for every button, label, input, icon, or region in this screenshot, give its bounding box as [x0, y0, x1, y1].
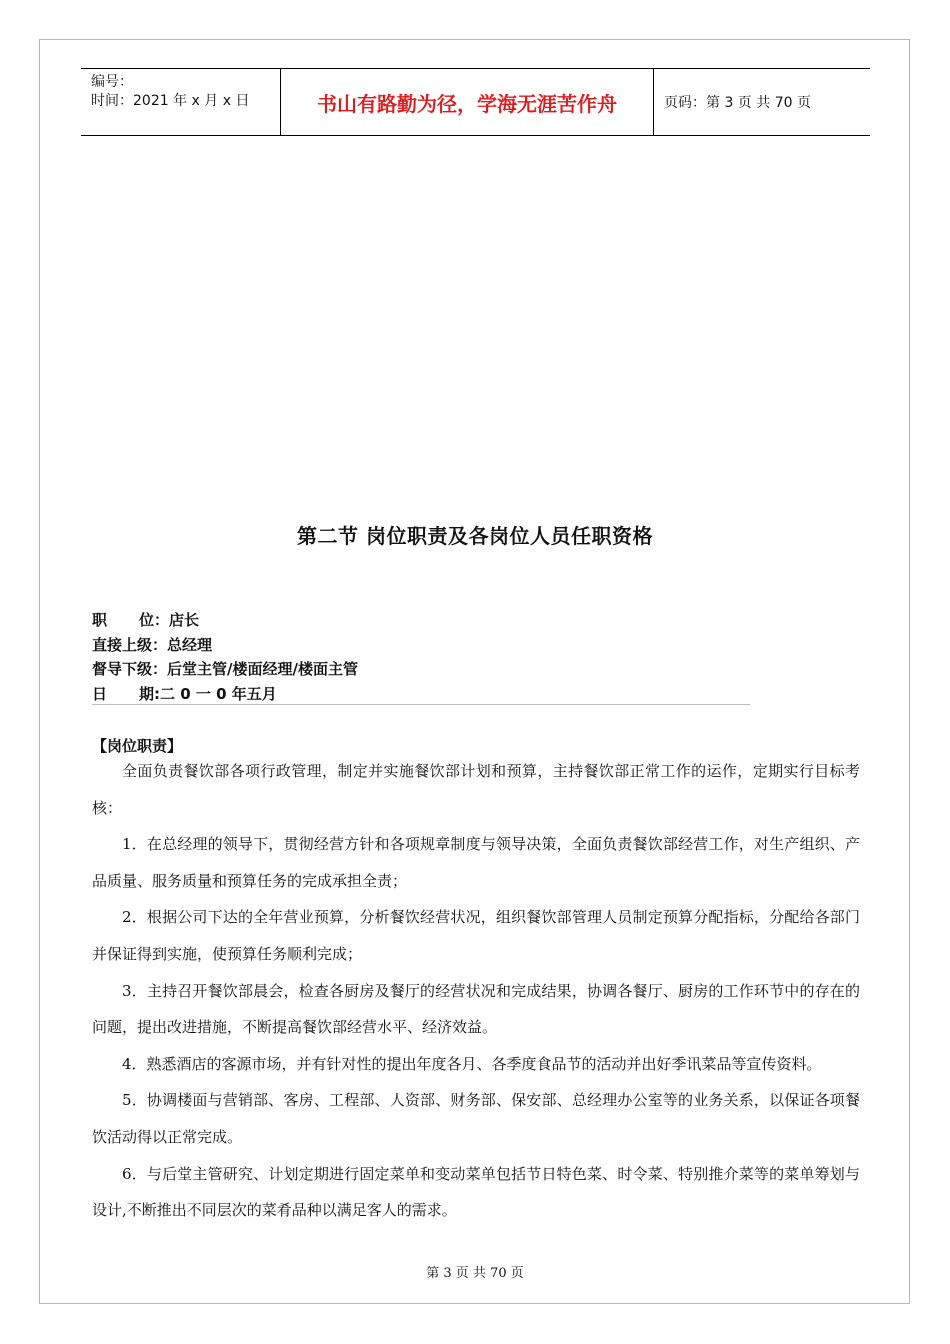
header-motto-cell: [281, 69, 654, 135]
duty-item: 5．协调楼面与营销部、客房、工程部、人资部、财务部、保安部、总经理办公室等的业务关系，以保证各项餐饮活动得以正常完成。: [92, 1091, 860, 1146]
meta-superior-row: [92, 633, 358, 658]
document-time: 时间：2021 年 x 月 x 日: [91, 93, 250, 109]
meta-position-row: [92, 608, 358, 633]
duty-item: 2．根据公司下达的全年营业预算，分析餐饮经营状况，组织餐饮部管理人员制定预算分配指标，分配给各部门并保证得到实施，使预算任务顺利完成；: [92, 908, 860, 963]
job-meta: [92, 608, 358, 706]
duty-item: 6．与后堂主管研究、计划定期进行固定菜单和变动菜单包括节日特色菜、时令菜、特别推介菜等的菜单筹划与设计,不断推出不同层次的菜肴品种以满足客人的需求。: [92, 1164, 860, 1220]
document-number-label: 编号：: [91, 74, 133, 90]
duty-item: 1．在总经理的领导下，贯彻经营方针和各项规章制度与领导决策，全面负责餐饮部经营工作，对生产组织、产品质量、服务质量和预算任务的完成承担全责；: [92, 835, 860, 890]
meta-subordinate-row: [92, 657, 358, 682]
header-page-cell: [654, 69, 870, 135]
duties-heading: 【岗位职责】: [92, 737, 183, 755]
duty-item: 3．主持召开餐饮部晨会，检查各厨房及餐厅的经营状况和完成结果，协调各餐厅、厨房的工作环节中的存在的问题，提出改进措施，不断提高餐饮部经营水平、经济效益。: [92, 981, 860, 1037]
meta-subordinate-label: 督导下级：: [92, 660, 168, 678]
header-motto: 书山有路勤为径，学海无涯苦作舟: [317, 91, 617, 116]
meta-superior-value: 总经理: [167, 635, 213, 654]
meta-date-label-b: 期:: [139, 684, 161, 703]
meta-superior-label: 直接上级：: [92, 635, 168, 654]
meta-subordinate-value: 后堂主管/楼面经理/楼面主管: [167, 660, 358, 678]
footer-page-number: 第 3 页 共 70 页: [426, 1266, 524, 1281]
document-header: [81, 68, 870, 136]
duties-body: [92, 753, 860, 1229]
meta-date-label: 日: [92, 684, 108, 703]
meta-divider: [92, 704, 750, 705]
header-left-cell: [81, 69, 281, 135]
duty-item: 4．熟悉酒店的客源市场，并有针对性的提出年度各月、各季度食品节的活动并出好季讯菜品等宣传资料。: [122, 1054, 822, 1073]
meta-position-value: 店长: [169, 611, 200, 629]
meta-position-label: 职: [92, 611, 108, 629]
meta-date-row: [92, 682, 358, 707]
section-title: 第二节 岗位职责及各岗位人员任职资格: [297, 524, 653, 548]
header-page-info: 页码：第 3 页 共 70 页: [664, 95, 811, 111]
meta-position-label-b: 位：: [139, 611, 170, 629]
duties-intro: 全面负责餐饮部各项行政管理，制定并实施餐饮部计划和预算，主持餐饮部正常工作的运作，定期实行目标考核：: [92, 762, 860, 817]
meta-date-value: 二 0 一 0 年五月: [160, 684, 277, 703]
